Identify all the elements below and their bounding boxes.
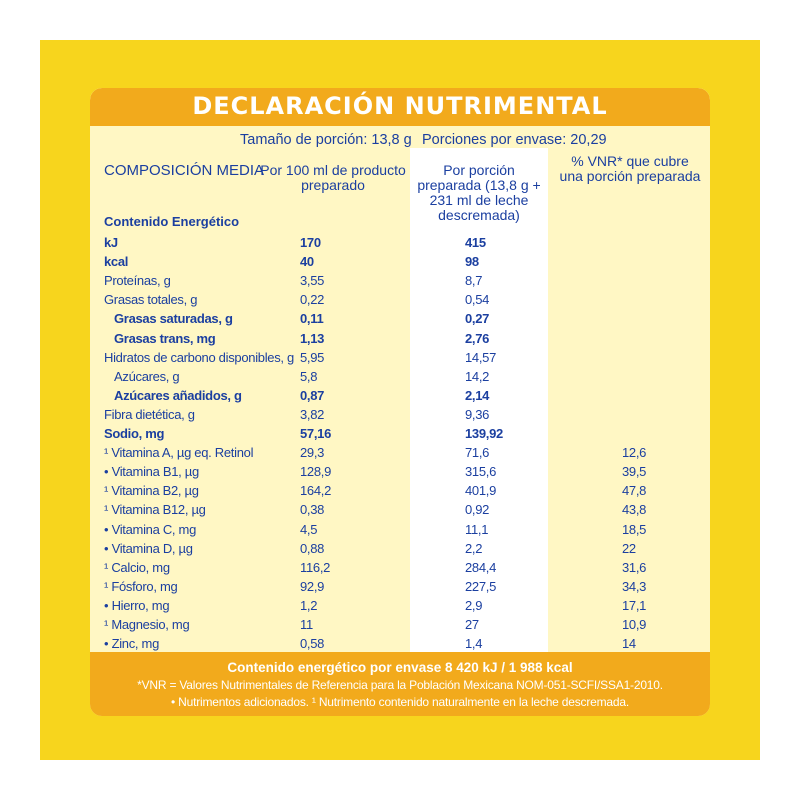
value-vnr: 10,9 [622,617,647,632]
value-per-100ml: 5,8 [300,368,318,384]
value-per-serving: 139,92 [465,426,503,441]
table-row [90,386,710,405]
table-row [90,367,710,386]
table-row [90,443,710,462]
value-vnr: 39,5 [622,464,647,480]
nutrient-label: ¹ Calcio, mg [104,559,170,575]
footer-nutrients-note: • Nutrimentos adicionados. ¹ Nutrimento contenido naturalmente en la leche descremada. [171,695,629,709]
value-per-100ml: 3,55 [300,273,325,289]
value-per-100ml: 170 [300,235,321,250]
nutrient-label: ¹ Vitamina B2, µg [104,483,199,499]
table-row [90,252,710,271]
nutrient-label: • Vitamina C, mg [104,521,197,537]
table-row [90,309,710,328]
value-vnr: 14 [622,636,636,652]
value-per-100ml: 4,5 [300,521,318,537]
value-vnr: 43,8 [622,502,647,518]
nutrient-label: • Vitamina B1, µg [104,464,199,480]
value-per-100ml: 40 [300,254,314,270]
nutrient-label: ¹ Fósforo, mg [104,578,178,594]
table-row [90,539,710,558]
nutrient-label: Hidratos de carbono disponibles, g [104,349,294,365]
value-per-serving: 8,7 [465,273,483,289]
table-row [90,634,710,653]
nutrient-label: • Hierro, mg [104,597,170,613]
value-per-serving: 0,27 [465,311,490,327]
nutrient-label: kJ [104,235,118,250]
value-vnr: 47,8 [622,483,647,499]
nutrient-label: Grasas saturadas, g [114,311,233,327]
section-energy-label: Contenido Energético [104,214,240,229]
value-per-100ml: 11 [300,617,313,632]
value-per-100ml: 57,16 [300,426,332,441]
value-per-100ml: 128,9 [300,464,332,480]
nutrient-mark: • [104,597,112,613]
nutrient-label: Azúcares, g [114,368,180,384]
nutrient-mark: • [104,464,112,480]
nutrient-mark: • [104,540,112,556]
value-vnr: 34,3 [622,578,647,594]
value-vnr: 17,1 [622,597,647,613]
value-per-100ml: 29,3 [300,445,325,461]
table-row [90,348,710,367]
nutrient-mark: • [104,521,112,537]
table-row [90,462,710,481]
value-per-serving: 2,2 [465,540,483,556]
value-per-serving: 9,36 [465,406,490,422]
nutrient-mark: ¹ [104,445,112,461]
value-per-serving: 2,14 [465,387,490,403]
nutrient-mark: ¹ [104,502,112,518]
table-row [90,596,710,615]
nutrient-label: ¹ Vitamina B12, µg [104,502,206,518]
value-vnr: 31,6 [622,559,647,575]
value-per-100ml: 0,58 [300,636,325,652]
nutrient-mark: ¹ [104,483,112,499]
value-per-100ml: 92,9 [300,578,325,594]
value-per-100ml: 1,13 [300,330,325,346]
nutrient-mark: • [104,636,112,652]
table-row [90,290,710,309]
value-vnr: 22 [622,540,636,556]
value-per-serving: 0,54 [465,292,490,308]
nutrient-label: • Zinc, mg [104,636,160,652]
servings-per-container: Porciones por envase: 20,29 [422,132,607,148]
nutrient-label: Fibra dietética, g [104,406,195,422]
nutrient-label: Grasas trans, mg [114,330,216,346]
value-per-100ml: 0,22 [300,292,325,308]
table-row [90,500,710,519]
value-per-serving: 0,92 [465,502,490,518]
serving-size: Tamaño de porción: 13,8 g [240,132,412,148]
table-row [90,405,710,424]
value-per-100ml: 164,2 [300,483,332,499]
nutrient-label: Sodio, mg [104,426,165,441]
value-per-serving: 27 [465,617,479,632]
nutrient-mark: ¹ [104,617,112,632]
value-per-100ml: 3,82 [300,406,325,422]
table-row [90,615,710,634]
nutrient-label: • Vitamina D, µg [104,540,193,556]
table-row [90,233,710,252]
nutrient-label: Grasas totales, g [104,292,198,308]
nutrition-panel [90,88,710,716]
nutrient-mark: ¹ [104,578,112,594]
table-row [90,424,710,443]
value-per-serving: 2,76 [465,330,490,346]
value-per-serving: 227,5 [465,578,497,594]
header-per-100ml: Por 100 ml de producto preparado [260,162,406,193]
value-per-serving: 1,4 [465,636,483,652]
footer-vnr-note: *VNR = Valores Nutrimentales de Referencia para la Población Mexicana NOM-051-SCFI/SSA1-2010. [137,678,663,692]
nutrient-label: Proteínas, g [104,273,171,289]
value-per-100ml: 0,38 [300,502,325,518]
table-row [90,329,710,348]
value-per-serving: 98 [465,254,479,270]
value-vnr: 12,6 [622,445,647,461]
header-vnr: % VNR* que cubre una porción preparada [559,153,701,184]
nutrient-label: ¹ Magnesio, mg [104,617,190,632]
value-per-serving: 401,9 [465,483,497,499]
table-row [90,271,710,290]
nutrient-label: kcal [104,254,129,270]
value-per-serving: 415 [465,235,486,250]
panel-title: DECLARACIÓN NUTRIMENTAL [192,92,608,120]
value-per-serving: 71,6 [465,445,490,461]
header-composition: COMPOSICIÓN MEDIA [104,162,265,179]
value-per-serving: 14,2 [465,368,490,384]
value-per-100ml: 0,88 [300,540,325,556]
value-per-100ml: 0,11 [300,311,324,327]
value-per-serving: 2,9 [465,597,483,613]
value-per-serving: 284,4 [465,559,497,575]
value-per-serving: 11,1 [465,521,489,537]
nutrient-label: ¹ Vitamina A, µg eq. Retinol [104,445,254,461]
header-per-serving: Por porción preparada (13,8 g + 231 ml de leche descremada) [417,162,541,223]
table-row [90,577,710,596]
nutrient-mark: ¹ [104,559,112,575]
value-vnr: 18,5 [622,521,647,537]
table-row [90,520,710,539]
nutrient-label: Azúcares añadidos, g [114,387,242,403]
table-row [90,481,710,500]
value-per-100ml: 1,2 [300,597,318,613]
value-per-serving: 14,57 [465,349,497,365]
value-per-100ml: 116,2 [300,559,331,575]
footer-energy-total: Contenido energético por envase 8 420 kJ / 1 988 kcal [227,660,573,675]
value-per-serving: 315,6 [465,464,497,480]
table-row [90,558,710,577]
value-per-100ml: 5,95 [300,349,325,365]
value-per-100ml: 0,87 [300,387,325,403]
